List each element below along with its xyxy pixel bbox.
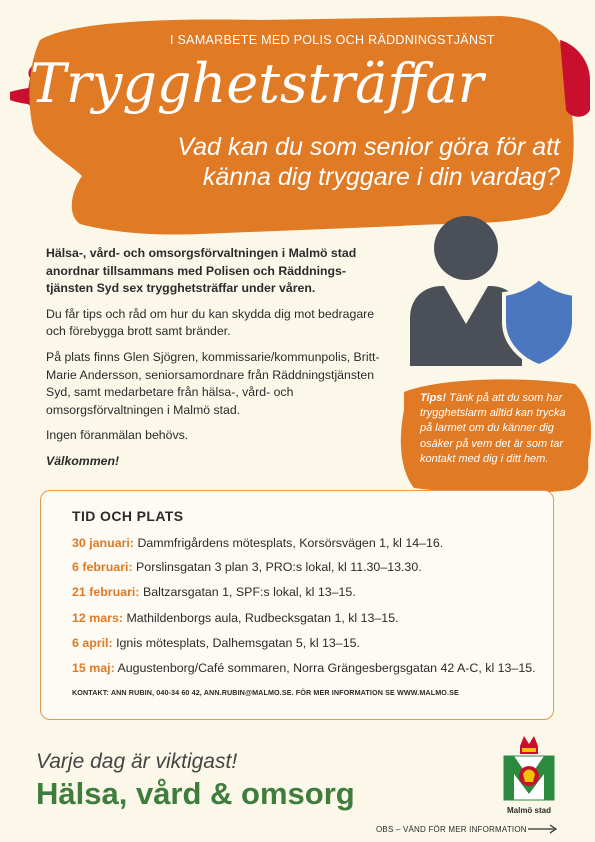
organization-name: Hälsa, vård & omsorg	[36, 776, 355, 811]
schedule-item	[72, 584, 547, 600]
schedule-date: 21 februari:	[72, 585, 140, 599]
schedule-title: TID OCH PLATS	[72, 508, 184, 524]
schedule-item	[72, 535, 547, 551]
schedule-place: Porslinsgatan 3 plan 3, PRO:s lokal, kl 11.30–13.30.	[136, 560, 422, 574]
lead-paragraph: Hälsa-, vård- och omsorgsförvaltningen i Malmö stad anordnar tillsammans med Polisen och Räddnings-tjänsten Syd sex trygghetsträffar under våren.	[46, 246, 357, 296]
tips-label: Tips!	[420, 392, 447, 404]
schedule-item	[72, 635, 547, 651]
schedule-place: Mathildenborgs aula, Rudbecksgatan 1, kl 13–15.	[126, 611, 399, 625]
schedule-box	[40, 490, 554, 720]
schedule-item	[72, 610, 547, 626]
schedule-date: 6 april:	[72, 636, 113, 650]
contact-line: KONTAKT: ANN RUBIN, 040-34 60 42, ANN.RUBIN@MALMO.SE. FÖR MER INFORMATION SE WWW.MALMO.SE	[72, 688, 459, 697]
schedule-item	[72, 660, 547, 676]
turn-page-note: OBS – VÄND FÖR MER INFORMATION	[376, 825, 527, 834]
welcome-text: Välkommen!	[46, 453, 120, 468]
schedule-item	[72, 559, 547, 575]
slogan: Varje dag är viktigast!	[36, 750, 238, 773]
schedule-place: Baltzarsgatan 1, SPF:s lokal, kl 13–15.	[142, 585, 356, 599]
paragraph-speakers: På plats finns Glen Sjögren, kommissarie/kommunpolis, Britt-Marie Andersson, seniorsamordnare från Räddningstjänsten Syd, samt medarbetare från hälsa-, vård- och omsorgsförvaltningen i Malmö stad.	[46, 349, 380, 417]
arrow-right-icon	[528, 824, 558, 834]
person-icon	[408, 206, 583, 371]
schedule-place: Ignis mötesplats, Dalhemsgatan 5, kl 13–15.	[116, 636, 360, 650]
paragraph-tips-advice: Du får tips och råd om hur du kan skydda dig mot bedragare och förebygga brott samt bränder.	[46, 306, 375, 339]
tips-box	[420, 391, 576, 467]
schedule-place: Augustenborg/Café sommaren, Norra Grängesbergsgatan 42 A-C, kl 13–15.	[117, 661, 536, 675]
page-title: Trygghetsträffar	[30, 52, 484, 115]
collaboration-subtitle: I SAMARBETE MED POLIS OCH RÄDDNINGSTJÄNST	[170, 33, 495, 47]
malmo-coat-of-arms-logo	[500, 732, 558, 804]
paragraph-no-registration: Ingen föranmälan behövs.	[46, 428, 189, 443]
logo-text: Malmö stad	[506, 806, 551, 815]
body-text	[46, 245, 391, 479]
intro-question: Vad kan du som senior göra för att känna dig tryggare i din vardag?	[177, 133, 560, 191]
schedule-date: 6 februari:	[72, 560, 133, 574]
schedule-date: 12 mars:	[72, 611, 123, 625]
schedule-date: 15 maj:	[72, 661, 115, 675]
orange-brush-stroke	[29, 16, 573, 235]
tips-text: Tänk på att du som har trygghetslarm alltid kan trycka på larmet om du känner dig osäker på vem det är som tar kontakt med dig i ditt hem.	[420, 392, 566, 465]
schedule-place: Dammfrigårdens mötesplats, Korsörsvägen 1, kl 14–16.	[137, 536, 444, 550]
schedule-date: 30 januari:	[72, 536, 134, 550]
